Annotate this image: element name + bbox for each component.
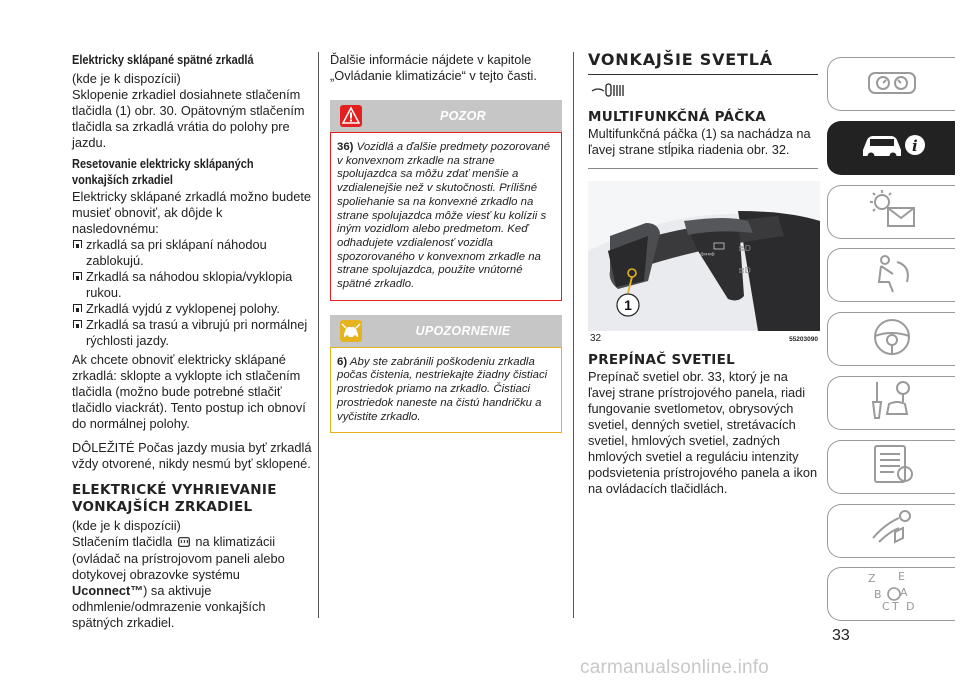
tab-multimedia[interactable] <box>827 504 955 558</box>
dashboard-icon <box>866 63 918 106</box>
caution-header <box>330 315 562 347</box>
warning-header <box>330 100 562 132</box>
figure-caption <box>588 332 818 344</box>
warning-title: POZOR <box>440 109 486 123</box>
warning-box <box>330 100 562 301</box>
car-info-icon <box>857 126 927 169</box>
light-switch-paragraph: Prepínač svetiel obr. 33, ktorý je na ľavej strane prístrojového panela, riadi fungovanie svetlometov, obrysových svetiel, denných svetiel, stretávacích svetiel, hmlových svetiel, zadných hmlových svetiel a reguláciu intenzity podsvietenia prístrojového panela a ikon na ovládacích tlačidlách. <box>588 369 818 496</box>
chapter-title: VONKAJŠIE SVETLÁ <box>588 50 773 69</box>
figure-rule <box>588 168 818 169</box>
title-rule <box>588 74 818 75</box>
watermark: carmanualsonline.info <box>580 657 770 678</box>
folding-paragraph: Sklopenie zrkadiel dosiahnete stlačením tlačidla (1) obr. 30. Opätovným stlačením tlačidla sa zrkadlá vrátia do polohy pre jazdu. <box>72 87 305 150</box>
climate-reference: Ďalšie informácie nájdete v kapitole „Ovládanie klimatizácie“ v tejto časti. <box>330 52 537 83</box>
multifunction-lever-figure <box>588 181 820 331</box>
middle-column <box>330 52 562 433</box>
section-heading-lever: MULTIFUNKČNÁ PÁČKA <box>588 109 767 125</box>
figure-callout: 1 <box>624 297 632 313</box>
page-number: 33 <box>832 627 850 644</box>
reset-bullet-list <box>72 237 312 349</box>
svg-text:i: i <box>911 137 918 156</box>
index-letter: A <box>899 585 908 599</box>
lever-paragraph: Multifunkčná páčka (1) sa nachádza na ľavej strane stĺpika riadenia obr. 32. <box>588 126 811 157</box>
index-letter: Z <box>867 571 876 585</box>
column-divider <box>318 52 319 618</box>
availability-note: (kde je k dispozícii) <box>72 71 181 86</box>
section-heading-reset: Resetovanie elektricky sklápaných vonkajších zrkadiel <box>72 157 254 187</box>
warning-body: 36) Vozidlá a ďalšie predmety pozorované v konvexnom zrkadle na strane spolujazdca sa môžu zdať menšie a vzdialenejšie než v skutočnosti. Prílišné spoliehanie sa na konvexné zrkadlo na strane spolujazdca môže viesť ku kolízii s iným vozidlom alebo predmetom. Keď odhadujete vzdialenosť vozidla spozorovaného v konvexnom zrkadle na strane spolujazdca, použite vnútorné spätné zrkadlo. <box>330 132 562 301</box>
list-item: Zrkadlá sa trasú a vibrujú pri normálnej rýchlosti jazdy. <box>72 317 312 349</box>
figure-number: 32 <box>590 333 602 344</box>
heated-paragraph: Stlačením tlačidla na klimatizácii (ovládač na prístrojovom paneli alebo dotykovej obrazovke systému Uconnect™) sa aktivuje odhmlenie/odmrazenie vonkajších spätných zrkadiel. <box>72 534 285 630</box>
tab-service[interactable] <box>827 376 955 430</box>
svg-text:≣D: ≣D <box>738 266 751 275</box>
tab-driving[interactable] <box>827 312 955 366</box>
steering-wheel-icon <box>869 316 915 363</box>
bullet-icon <box>73 320 82 328</box>
index-letter: D <box>905 599 914 613</box>
multimedia-icon <box>865 506 919 555</box>
bullet-icon <box>73 240 82 248</box>
column-divider <box>573 52 574 618</box>
list-item: zrkadlá sa pri sklápaní náhodou zablokujú. <box>72 237 312 269</box>
caution-title: UPOZORNENIE <box>415 323 511 338</box>
index-letter: C <box>881 599 890 613</box>
section-heading-light-switch: PREPÍNAČ SVETIEL <box>588 352 736 368</box>
index-letter: B <box>873 587 882 601</box>
service-tools-icon <box>867 378 917 427</box>
list-item: Zrkadlá vyjdú z vyklopenej polohy. <box>72 301 312 317</box>
warning-triangle-icon <box>338 104 364 128</box>
reset-intro: Elektricky sklápané zrkadlá možno budete musieť obnoviť, ak dôjde k nasledovnému: <box>72 189 311 236</box>
reset-procedure: Ak chcete obnoviť elektricky sklápané zrkadlá: sklopte a vyklopte ich stlačením tlačidla (možno bude potrebné stlačiť tlačidlo viackrát). Tento postup ich obnoví do normálnej polohy. <box>72 352 306 431</box>
safety-airbag-icon <box>867 252 917 299</box>
tab-index[interactable] <box>827 567 955 621</box>
tab-warning-lights[interactable] <box>827 185 955 239</box>
technical-data-icon <box>867 442 917 491</box>
tab-safety[interactable] <box>827 248 955 302</box>
availability-note: (kde je k dispozícii) <box>72 518 181 533</box>
section-heading-folding-mirrors: Elektricky sklápané spätné zrkadlá <box>72 53 254 67</box>
warning-lights-icon <box>864 188 920 235</box>
chapter-tabs <box>827 57 955 631</box>
list-item: Zrkadlá sa náhodou sklopia/vyklopia rukou. <box>72 269 312 301</box>
tab-dashboard[interactable] <box>827 57 955 111</box>
figure-code: 55203090 <box>789 336 818 343</box>
left-column <box>72 52 312 631</box>
caution-box <box>330 315 562 434</box>
important-note: DÔLEŽITÉ Počas jazdy musia byť zrkadlá vždy otvorené, nikdy nesmú byť sklopené. <box>72 440 312 471</box>
bullet-icon <box>73 272 82 280</box>
tab-technical-data[interactable] <box>827 440 955 494</box>
lights-chapter-icon <box>588 81 818 103</box>
defrost-icon <box>178 535 190 551</box>
car-caution-icon <box>338 319 364 343</box>
right-column <box>588 52 818 497</box>
tab-car-info[interactable] <box>827 121 955 175</box>
index-letter: E <box>897 569 905 583</box>
index-icon <box>864 570 920 619</box>
index-letter: T <box>891 599 899 613</box>
section-heading-heated-mirrors: ELEKTRICKÉ VYHRIEVANIE VONKAJŠÍCH ZRKADIEL <box>72 482 277 515</box>
caution-body: 6) Aby ste zabránili poškodeniu zrkadla počas čistenia, nestriekajte žiadny čistiaci prostriedok priamo na zrkadlo. Čistiaci prostriedok naneste na čistú handričku a vyčistite zrkadlo. <box>330 347 562 434</box>
svg-text:⇦⇨: ⇦⇨ <box>700 250 716 260</box>
bullet-icon <box>73 304 82 312</box>
svg-text:≣D: ≣D <box>738 244 751 253</box>
